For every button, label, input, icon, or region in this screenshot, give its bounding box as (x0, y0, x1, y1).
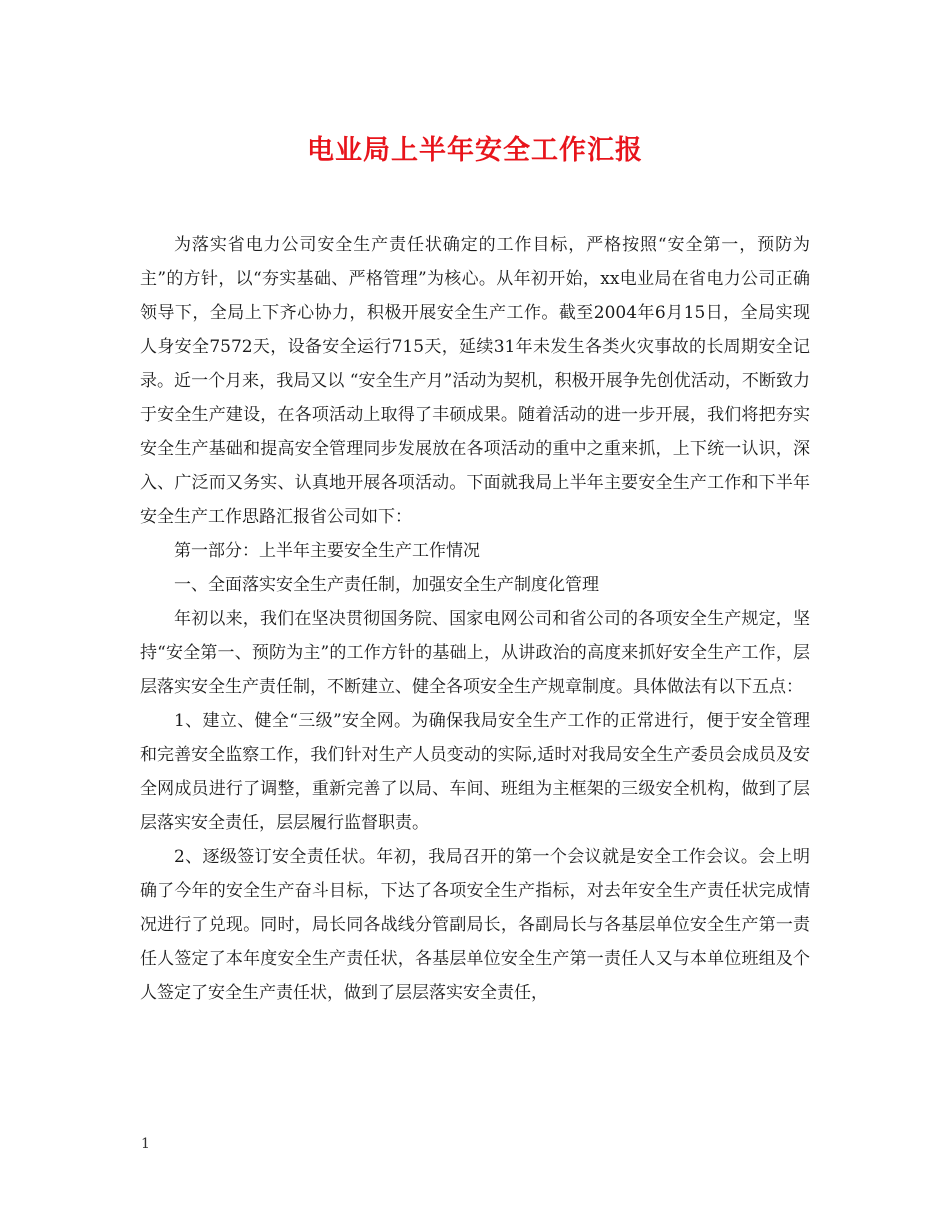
section-heading-part-one: 第一部分：上半年主要安全生产工作情况 (174, 541, 480, 561)
document-body (140, 228, 810, 1010)
document-title: 电业局上半年安全工作汇报 (307, 135, 643, 166)
paragraph-item-one: 1、建立、健全“三级”安全网。为确保我局安全生产工作的正常进行，便于安全管理和完善安全监察工作，我们针对生产人员变动的实际,适时对我局安全生产委员会成员及安全网成员进行了调整，重新完善了以局、车间、班组为主框架的三级安全机构，做到了层层落实安全责任，层层履行监督职责。 (140, 711, 810, 833)
paragraph-intro: 为落实省电力公司安全生产责任状确定的工作目标，严格按照“安全第一，预防为主”的方针，以“夯实基础、严格管理”为核心。从年初开始，xx电业局在省电力公司正确领导下，全局上下齐心协力，积极开展安全生产工作。截至2004年6月15日，全局实现人身安全7572天，设备安全运行715天，延续31年未发生各类火灾事故的长周期安全记录。近一个月来，我局又以 “安全生产月”活动为契机，积极开展争先创优活动，不断致力于安全生产建设，在各项活动上取得了丰硕成果。随着活动的进一步开展，我们将把夯实安全生产基础和提高安全管理同步发展放在各项活动的重中之重来抓，上下统一认识，深入、广泛而又务实、认真地开展各项活动。下面就我局上半年主要安全生产工作和下半年安全生产工作思路汇报省公司如下： (140, 235, 810, 527)
page-number: 1 (141, 1136, 150, 1152)
paragraph-item-two: 2、逐级签订安全责任状。年初，我局召开的第一个会议就是安全工作会议。会上明确了今年的安全生产奋斗目标，下达了各项安全生产指标，对去年安全生产责任状完成情况进行了兑现。同时，局长同各战线分管副局长，各副局长与各基层单位安全生产第一责任人签定了本年度安全生产责任状，各基层单位安全生产第一责任人又与本单位班组及个人签定了安全生产责任状，做到了层层落实安全责任， (140, 847, 810, 1003)
subsection-heading-one: 一、全面落实安全生产责任制，加强安全生产制度化管理 (174, 575, 599, 595)
paragraph-responsibility: 年初以来，我们在坚决贯彻国务院、国家电网公司和省公司的各项安全生产规定，坚持“安全第一、预防为主”的工作方针的基础上，从讲政治的高度来抓好安全生产工作，层层落实安全生产责任制，不断建立、健全各项安全生产规章制度。具体做法有以下五点： (140, 609, 810, 697)
